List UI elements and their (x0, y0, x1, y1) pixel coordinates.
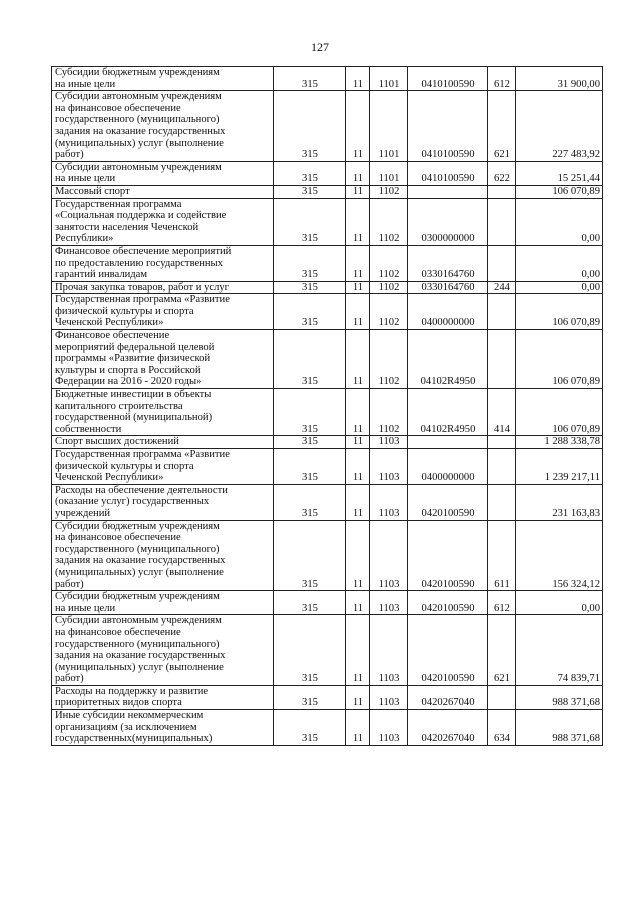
section-code-cell: 11 (346, 245, 370, 281)
subsection-code-cell: 1103 (370, 449, 408, 485)
section-code-cell: 11 (346, 198, 370, 245)
ministry-code-cell: 315 (274, 520, 346, 591)
amount-cell: 227 483,92 (516, 91, 603, 162)
amount-cell: 0,00 (516, 198, 603, 245)
subsection-code-cell: 1102 (370, 198, 408, 245)
expense-name-cell: Расходы на поддержку и развитие приоритетных видов спорта (52, 685, 274, 709)
table-row (52, 591, 603, 615)
target-article-cell: 0400000000 (408, 449, 488, 485)
subsection-code-cell: 1102 (370, 281, 408, 294)
target-article-cell: 0400000000 (408, 294, 488, 330)
table-row (52, 294, 603, 330)
target-article-cell: 0300000000 (408, 198, 488, 245)
table-row (52, 161, 603, 185)
target-article-cell: 0410100590 (408, 161, 488, 185)
subsection-code-cell: 1102 (370, 330, 408, 389)
expense-name-cell: Расходы на обеспечение деятельности (оказание услуг) государственных учреждений (52, 484, 274, 520)
table-row (52, 330, 603, 389)
expense-type-cell: 414 (488, 389, 516, 436)
expense-name-cell: Государственная программа «Развитие физической культуры и спорта Чеченской Республики» (52, 294, 274, 330)
section-code-cell: 11 (346, 67, 370, 91)
target-article-cell: 0410100590 (408, 91, 488, 162)
expense-name-cell: Прочая закупка товаров, работ и услуг (52, 281, 274, 294)
expense-type-cell (488, 685, 516, 709)
expense-name-cell: Массовый спорт (52, 185, 274, 198)
page-number: 127 (311, 40, 329, 54)
target-article-cell (408, 185, 488, 198)
amount-cell: 106 070,89 (516, 185, 603, 198)
section-code-cell: 11 (346, 281, 370, 294)
table-row (52, 615, 603, 686)
table-row (52, 484, 603, 520)
expense-name-cell: Субсидии автономным учреждениям на иные цели (52, 161, 274, 185)
expense-name-cell: Финансовое обеспечение мероприятий по предоставлению государственных гарантий инвалидам (52, 245, 274, 281)
subsection-code-cell: 1103 (370, 484, 408, 520)
section-code-cell: 11 (346, 436, 370, 449)
table-row (52, 389, 603, 436)
section-code-cell: 11 (346, 710, 370, 746)
target-article-cell: 0420267040 (408, 685, 488, 709)
subsection-code-cell: 1102 (370, 294, 408, 330)
ministry-code-cell: 315 (274, 449, 346, 485)
section-code-cell: 11 (346, 389, 370, 436)
section-code-cell: 11 (346, 449, 370, 485)
expense-type-cell (488, 294, 516, 330)
ministry-code-cell: 315 (274, 685, 346, 709)
amount-cell: 0,00 (516, 591, 603, 615)
expense-name-cell: Бюджетные инвестиции в объекты капитального строительства государственной (муниципальной) собственности (52, 389, 274, 436)
ministry-code-cell: 315 (274, 710, 346, 746)
expense-name-cell: Государственная программа «Развитие физической культуры и спорта Чеченской Республики» (52, 449, 274, 485)
amount-cell: 0,00 (516, 281, 603, 294)
table-row (52, 245, 603, 281)
expense-name-cell: Субсидии бюджетным учреждениям на иные цели (52, 67, 274, 91)
section-code-cell: 11 (346, 484, 370, 520)
amount-cell: 1 239 217,11 (516, 449, 603, 485)
amount-cell: 1 288 338,78 (516, 436, 603, 449)
expense-type-cell: 244 (488, 281, 516, 294)
table-row (52, 198, 603, 245)
ministry-code-cell: 315 (274, 67, 346, 91)
expense-type-cell (488, 330, 516, 389)
target-article-cell: 0420100590 (408, 484, 488, 520)
expense-type-cell: 612 (488, 591, 516, 615)
ministry-code-cell: 315 (274, 281, 346, 294)
expense-name-cell: Субсидии бюджетным учреждениям на финансовое обеспечение государственного (муниципального) задания на оказание государственных (муниципальных) услуг (выполнение работ) (52, 520, 274, 591)
target-article-cell: 0410100590 (408, 67, 488, 91)
ministry-code-cell: 315 (274, 161, 346, 185)
expense-type-cell: 622 (488, 161, 516, 185)
target-article-cell: 0420100590 (408, 615, 488, 686)
table-row (52, 685, 603, 709)
ministry-code-cell: 315 (274, 615, 346, 686)
target-article-cell: 04102R4950 (408, 330, 488, 389)
subsection-code-cell: 1103 (370, 710, 408, 746)
table-row (52, 91, 603, 162)
expense-type-cell (488, 484, 516, 520)
subsection-code-cell: 1102 (370, 185, 408, 198)
ministry-code-cell: 315 (274, 91, 346, 162)
expense-type-cell: 634 (488, 710, 516, 746)
ministry-code-cell: 315 (274, 185, 346, 198)
expense-type-cell (488, 436, 516, 449)
section-code-cell: 11 (346, 91, 370, 162)
subsection-code-cell: 1101 (370, 161, 408, 185)
amount-cell: 74 839,71 (516, 615, 603, 686)
target-article-cell: 0330164760 (408, 281, 488, 294)
section-code-cell: 11 (346, 520, 370, 591)
budget-table (51, 66, 603, 746)
ministry-code-cell: 315 (274, 245, 346, 281)
table-row (52, 185, 603, 198)
amount-cell: 156 324,12 (516, 520, 603, 591)
amount-cell: 106 070,89 (516, 294, 603, 330)
expense-name-cell: Иные субсидии некоммерческим организациям (за исключением государственных(муниципальных) (52, 710, 274, 746)
expense-name-cell: Субсидии бюджетным учреждениям на иные цели (52, 591, 274, 615)
table-row (52, 520, 603, 591)
subsection-code-cell: 1103 (370, 591, 408, 615)
expense-type-cell (488, 185, 516, 198)
expense-name-cell: Финансовое обеспечение мероприятий федеральной целевой программы «Развитие физической культуры и спорта в Российской Федерации на 2016 - 2020 годы» (52, 330, 274, 389)
amount-cell: 106 070,89 (516, 330, 603, 389)
expense-type-cell (488, 449, 516, 485)
ministry-code-cell: 315 (274, 436, 346, 449)
subsection-code-cell: 1102 (370, 389, 408, 436)
expense-type-cell: 621 (488, 615, 516, 686)
expense-type-cell: 612 (488, 67, 516, 91)
ministry-code-cell: 315 (274, 198, 346, 245)
table-row (52, 710, 603, 746)
section-code-cell: 11 (346, 330, 370, 389)
amount-cell: 988 371,68 (516, 710, 603, 746)
amount-cell: 231 163,83 (516, 484, 603, 520)
target-article-cell: 04102R4950 (408, 389, 488, 436)
amount-cell: 15 251,44 (516, 161, 603, 185)
section-code-cell: 11 (346, 161, 370, 185)
amount-cell: 988 371,68 (516, 685, 603, 709)
table-row (52, 281, 603, 294)
subsection-code-cell: 1103 (370, 436, 408, 449)
target-article-cell: 0420100590 (408, 520, 488, 591)
subsection-code-cell: 1103 (370, 520, 408, 591)
section-code-cell: 11 (346, 615, 370, 686)
section-code-cell: 11 (346, 685, 370, 709)
section-code-cell: 11 (346, 185, 370, 198)
expense-name-cell: Государственная программа «Социальная поддержка и содействие занятости населения Чеченской Республики» (52, 198, 274, 245)
ministry-code-cell: 315 (274, 330, 346, 389)
ministry-code-cell: 315 (274, 484, 346, 520)
expense-name-cell: Субсидии автономным учреждениям на финансовое обеспечение государственного (муниципального) задания на оказание государственных (муниципальных) услуг (выполнение работ) (52, 91, 274, 162)
subsection-code-cell: 1101 (370, 91, 408, 162)
amount-cell: 31 900,00 (516, 67, 603, 91)
budget-table-body (52, 67, 603, 746)
subsection-code-cell: 1102 (370, 245, 408, 281)
ministry-code-cell: 315 (274, 389, 346, 436)
table-row (52, 436, 603, 449)
expense-type-cell (488, 245, 516, 281)
expense-type-cell: 611 (488, 520, 516, 591)
subsection-code-cell: 1103 (370, 685, 408, 709)
expense-type-cell: 621 (488, 91, 516, 162)
section-code-cell: 11 (346, 294, 370, 330)
target-article-cell (408, 436, 488, 449)
amount-cell: 0,00 (516, 245, 603, 281)
subsection-code-cell: 1101 (370, 67, 408, 91)
ministry-code-cell: 315 (274, 591, 346, 615)
ministry-code-cell: 315 (274, 294, 346, 330)
table-row (52, 67, 603, 91)
expense-name-cell: Субсидии автономным учреждениям на финансовое обеспечение государственного (муниципального) задания на оказание государственных (муниципальных) услуг (выполнение работ) (52, 615, 274, 686)
table-row (52, 449, 603, 485)
amount-cell: 106 070,89 (516, 389, 603, 436)
expense-name-cell: Спорт высших достижений (52, 436, 274, 449)
target-article-cell: 0420267040 (408, 710, 488, 746)
subsection-code-cell: 1103 (370, 615, 408, 686)
section-code-cell: 11 (346, 591, 370, 615)
target-article-cell: 0420100590 (408, 591, 488, 615)
expense-type-cell (488, 198, 516, 245)
target-article-cell: 0330164760 (408, 245, 488, 281)
